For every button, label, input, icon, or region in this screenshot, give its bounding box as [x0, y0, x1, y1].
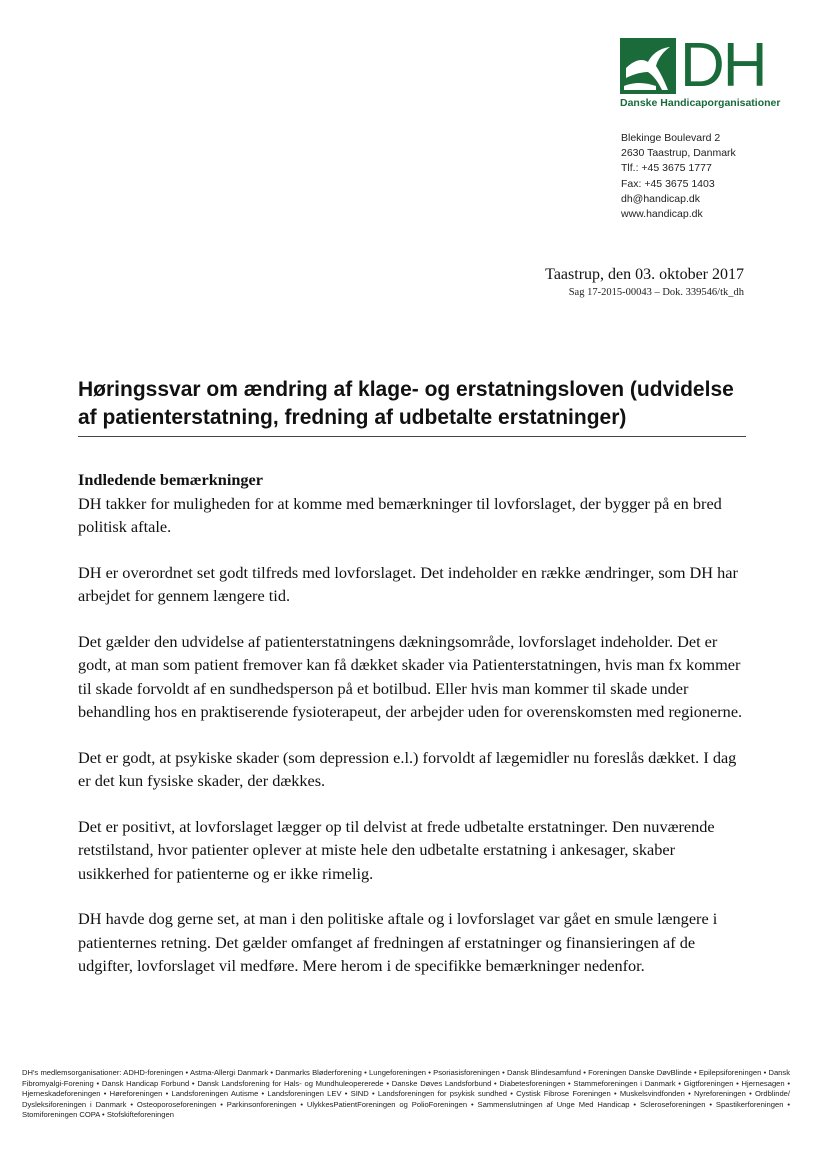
dateline [545, 266, 744, 298]
body-paragraph: DH er overordnet set godt tilfreds med lovforslaget. Det indeholder en række ændringer, som DH har arbejdet for gennem længere tid. [78, 562, 738, 605]
body-paragraph: Det er godt, at psykiske skader (som depression e.l.) forvoldt af lægemidler nu foreslås dækket. I dag er det kun fysiske skader, der dækkes. [78, 747, 737, 790]
logo-letters: DH [680, 31, 766, 100]
body-paragraph: DH takker for muligheden for at komme med bemærkninger til lovforslaget, der bygger på en bred politisk aftale. [78, 493, 722, 536]
sender-address [621, 131, 736, 222]
bird-logo-icon [620, 38, 676, 94]
document-reference: Sag 17-2015-00043 – Dok. 339546/tk_dh [568, 287, 744, 298]
address-street: Blekinge Boulevard 2 [621, 132, 721, 144]
body-paragraph: Det er positivt, at lovforslaget lægger op til delvist at frede udbetalte erstatninger. Den nuværende retstilstand, hvor patienter oplever at miste hele den udbetalte erstatning i ankesager, skaber usikkerhed for patienterne og er ikke rimelig. [78, 816, 715, 883]
address-fax: Fax: +45 3675 1403 [621, 177, 715, 190]
section-heading: Indledende bemærkninger [78, 470, 263, 489]
document-title: Høringssvar om ændring af klage- og erstatningsloven (udvidelse af patienterstatning, fredning af udbetalte erstatninger) [78, 378, 734, 429]
body-paragraph: Det gælder den udvidelse af patienterstatningens dækningsområde, lovforslaget indeholder. Det er godt, at man som patient fremover kan få dækket skader via Patienterstatningen, hvis man fx kommer til skade forvoldt af en sundhedsperson på et botilbud. Eller hvis man kommer til skade under behandling hos en praktiserende fysioterapeut, der arbejder uden for overenskomsten med regionerne. [78, 631, 743, 721]
address-web: www.handicap.dk [621, 208, 703, 221]
address-email: dh@handicap.dk [621, 192, 700, 205]
address-phone: Tlf.: +45 3675 1777 [621, 162, 712, 175]
title-divider [78, 436, 746, 437]
document-date: Taastrup, den 03. oktober 2017 [545, 266, 744, 283]
document-body [78, 468, 750, 1000]
organisation-name: Danske Handicaporganisationer [620, 97, 781, 109]
body-paragraph: DH havde dog gerne set, at man i den politiske aftale og i lovforslaget var gået en smule længere i patienternes retning. Det gælder omfanget af fredningen af erstatninger og finansieringen af de udgifter, lovforslaget vil medføre. Mere herom i de specifikke bemærkninger nedenfor. [78, 909, 718, 975]
address-city: 2630 Taastrup, Danmark [621, 147, 736, 160]
dh-logo [620, 31, 790, 109]
member-organisations-footer: DH's medlemsorganisationer: ADHD-foreningen • Astma-Allergi Danmark • Danmarks Bløderforening • Lungeforeningen • Psoriasisforeningen • Dansk Blindesamfund • Foreningen Danske DøvBlinde • Epilepsiforeningen • Dansk Fibromyalgi-Forening • Dansk Handicap Forbund • Dansk Landsforening for Hals- og Mundhuleopererede • Danske Døves Landsforbund • Diabetesforeningen • Stammeforeningen i Danmark • Gigtforeningen • Hjernesagen • Hjerneskadeforeningen • Høreforeningen • Landsforeningen Autisme • Landsforeningen LEV • SIND • Landsforeningen for psykisk sundhed • Cystisk Fibrose Foreningen • Muskelsvindfonden • Nyreforeningen • Ordblinde/ Dysleksiforeningen i Danmark • Osteoporoseforeningen • Parkinsonforeningen • UlykkesPatientForeningen og PolioForeningen • Sammenslutningen af Unge Med Handicap • Scleroseforeningen • Spastikerforeningen • Stomiforeningen COPA • Stofskifteforeningen [22, 1068, 790, 1120]
